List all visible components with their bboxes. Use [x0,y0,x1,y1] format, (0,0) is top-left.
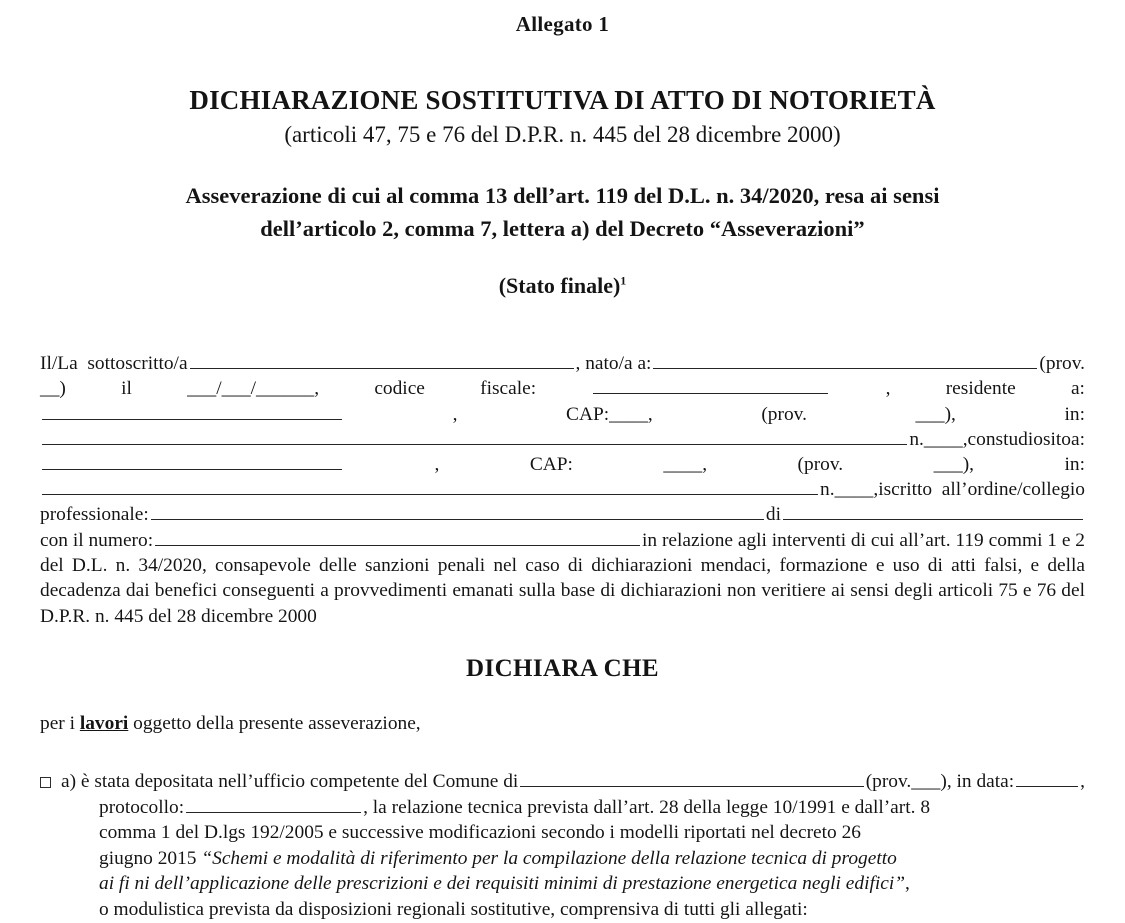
numero-civico-blank-1[interactable]: ____, [923,428,968,450]
interventi-text: in relazione agli interventi di cui all’art. 119 commi 1 e 2 [642,529,1085,551]
asseverazione-line-2: dell’articolo 2, comma 7, lettera a) del Decreto “Asseverazioni” [260,215,865,241]
prov-close-1: __) [40,378,66,400]
prov-comune-label: (prov. [865,771,912,793]
decreto-title-part-2: ai fi ni dell’applicazione delle prescrizioni e dei requisiti minimi di prestazione energetica negli edifici” [99,873,906,895]
codice-fiscale-comma: , [885,378,891,400]
studio-a-label: a: [1071,428,1085,450]
item-a-line-4 [61,846,1085,872]
studio-word: studio [995,428,1043,450]
stato-finale-text: (Stato finale) [498,273,621,299]
data-deposito-blank[interactable] [1016,771,1078,787]
asseverazione-heading [40,180,1085,245]
iscritto-ordine-label: iscritto all’ordine/collegio [878,479,1085,501]
document-subtitle: (articoli 47, 75 e 76 del D.P.R. n. 445 del 28 dicembre 2000) [284,122,841,148]
lavori-suffix: oggetto della presente asseverazione, [128,713,421,735]
sottoscritto-label: Il/La sottoscritto/a [40,353,188,375]
dichiara-che-heading: DICHIARA CHE [465,655,660,683]
declaration-line-8 [40,528,1085,553]
deposito-comune-label: a) è stata depositata nell’ufficio competente del Comune di [61,771,519,793]
cap-studio-blank[interactable]: ____, [663,454,708,475]
relazione-tecnica-text: , la relazione tecnica prevista dall’art. 28 della legge 10/1991 e dall’art. 8 [363,796,931,818]
indirizzo-residenza-blank[interactable] [42,429,907,445]
decreto-title-part-1: “Schemi e modalità di riferimento per la compilazione della relazione tecnica di progetto [201,847,897,869]
prov-label-2: (prov. [761,403,807,425]
prov-residenza-blank[interactable]: ___), [915,403,956,425]
residenza-comma: , [452,403,458,425]
residenza-blank[interactable] [42,404,342,420]
data-nascita-blank[interactable]: ___/___/______, [187,378,320,400]
di-label: di [765,504,781,526]
numero-iscrizione-blank[interactable] [155,530,640,546]
numero-civico-blank-2[interactable]: ____, [834,479,879,501]
ordine-professionale-blank[interactable] [151,504,764,520]
codice-fiscale-blank[interactable] [593,378,828,394]
prov-comune-blank[interactable]: ___), in data: [911,771,1015,793]
indirizzo-studio-blank[interactable] [42,479,818,495]
studio-citta-blank[interactable] [42,454,342,470]
title-block [40,85,1085,150]
document-title: DICHIARAZIONE SOSTITUTIVA DI ATTO DI NOTORIETÀ [189,85,936,115]
item-a-line-2 [61,795,1123,821]
checkbox-icon[interactable] [40,777,51,788]
codice-word: codice [374,378,425,400]
attachment-label: Allegato 1 [515,12,610,36]
protocollo-label: protocollo: [99,796,185,818]
giugno-2015-text: giugno 2015 [99,847,202,869]
lavori-line [40,713,1085,735]
protocollo-blank[interactable] [186,797,361,813]
declaration-paragraph-rest: del D.L. n. 34/2020, consapevole delle sanzioni penali nel caso di dichiarazioni mendaci, formazione e uso di atti falsi, e della decadenza dai benefici conseguenti a provvedimenti emanati sulla base di dichiarazioni non veritiere ai sensi degli articoli 75 e 76 del D.P.R. n. 445 del 28 dicembre 2000 [40,554,1085,627]
il-label: il [121,378,132,400]
item-a-line-6: o modulistica prevista da disposizioni regionali sostitutive, comprensiva di tutti gli allegati: [99,899,808,920]
decreto-title-tail: , [905,873,910,895]
item-a-line-3: comma 1 del D.lgs 192/2005 e successive modificazioni secondo i modelli riportati nel decreto 26 [99,822,861,844]
item-a-line-1 [61,769,1085,795]
lavori-prefix: per i [40,713,80,735]
declaration-line-7 [40,502,1085,527]
residenza-label: a: [1070,378,1085,400]
in-label-1: in: [1064,403,1085,425]
declaration-line-3 [40,402,1085,427]
footnote-marker: 1 [620,273,627,288]
nato-a-label: , nato/a a: [575,353,652,375]
nato-a-blank[interactable] [653,353,1037,369]
in-label-2: in: [1064,454,1085,475]
professionale-label: professionale: [40,504,149,526]
prov-label-1: (prov. [1039,353,1086,375]
declaration-line-6 [40,477,1085,502]
fiscale-label: fiscale: [480,378,537,400]
item-a-line-5 [61,871,1085,897]
declaration-block [40,351,1085,629]
numero-civico-label-1: n. [909,428,924,450]
con-word: con [967,428,996,450]
sottoscritto-blank[interactable] [190,353,574,369]
cap-residenza[interactable]: CAP:____, [566,403,653,425]
lavori-keyword: lavori [79,713,129,735]
declaration-line-1 [40,351,1085,376]
sito-word: sito [1042,428,1071,450]
numero-civico-label-2: n. [820,479,835,501]
residente-word: residente [945,378,1016,400]
ordine-provincia-blank[interactable] [783,504,1083,520]
declaration-line-5 [40,452,1085,477]
prov-label-3: (prov. [797,454,844,475]
declaration-line-4 [40,427,1085,452]
comune-blank[interactable] [520,771,863,787]
stato-finale-heading [40,273,1085,299]
declaration-line-2 [40,376,1085,401]
numero-iscrizione-label: con il numero: [40,529,154,551]
data-deposito-comma: , [1080,771,1085,793]
asseverazione-line-1: Asseverazione di cui al comma 13 dell’art. 119 del D.L. n. 34/2020, resa ai sensi [185,182,940,208]
prov-studio-blank[interactable]: ___), [933,454,975,475]
cap-studio-label: CAP: [529,454,573,475]
studio-citta-comma: , [434,454,440,475]
